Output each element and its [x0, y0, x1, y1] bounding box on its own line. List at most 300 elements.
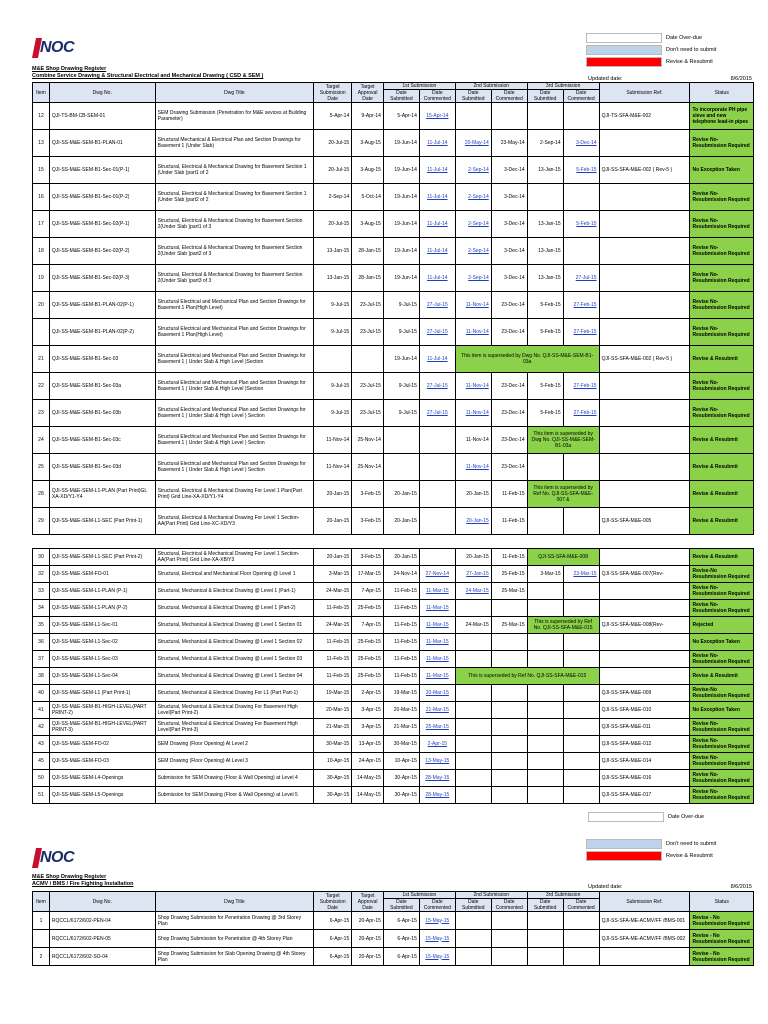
cell-target-approval: 14-May-15 — [352, 770, 384, 787]
legend-item — [586, 850, 716, 861]
cell-dwg-title: Structural, Electrical & Mechanical Drawing For Level 1 Section-AA(Part Print) Grid Line-XC-XD/Y3 — [155, 508, 314, 535]
cell-1st-commented — [419, 508, 455, 535]
cell-1st-commented: 2-Apr-15 — [419, 736, 455, 753]
cell-target-approval: 9-Apr-14 — [352, 103, 384, 130]
cell-3rd-commented — [563, 634, 599, 651]
table-row — [33, 400, 754, 427]
table-row — [33, 292, 754, 319]
cell-1st-submitted: 19-Jun-14 — [383, 265, 419, 292]
logo-text: NOC — [40, 39, 75, 56]
cell-dwg-no: QJI-SS-M&E-SEM-B1-Sec-03a — [49, 373, 155, 400]
cell-1st-commented: 11-Jul-14 — [419, 346, 455, 373]
cell-target-approval: 24-Apr-15 — [352, 753, 384, 770]
cell-3rd-commented — [563, 753, 599, 770]
cell-2nd-commented: 11-Feb-15 — [491, 481, 527, 508]
legend-label: Date Over-due — [668, 813, 705, 820]
cell-submission-ref — [599, 265, 690, 292]
cell-dwg-title: Structural, Mechanical & Electrical Drawing For Basement High Level(Part Print-3) — [155, 719, 314, 736]
cell-1st-submitted: 19-Jun-14 — [383, 184, 419, 211]
cell-3rd-commented — [563, 948, 599, 966]
cell-submission-ref — [599, 668, 690, 685]
cell-dwg-title: Structural, Mechanical & Electrical Drawing For L1 (Part Part-1) — [155, 685, 314, 702]
cell-submission-ref — [599, 583, 690, 600]
cell-target-approval: 7-Apr-15 — [352, 583, 384, 600]
cell-target-approval: 3-Apr-15 — [352, 702, 384, 719]
cell-target-submission: 9-Jul-15 — [314, 400, 352, 427]
cell-1st-submitted: 9-Jul-15 — [383, 319, 419, 346]
status-badge: Revise & Resubmit — [690, 346, 754, 373]
status-badge: Revise No-Resubmission Required — [690, 583, 754, 600]
cell-1st-commented — [419, 481, 455, 508]
cell-2nd-commented: 23-Dec-14 — [491, 427, 527, 454]
cell-3rd-submitted: 5-Feb-15 — [527, 292, 563, 319]
cell-2nd-commented — [491, 770, 527, 787]
cell-3rd-commented — [563, 736, 599, 753]
cell-target-submission: 11-Feb-15 — [314, 668, 352, 685]
cell-2nd-commented — [491, 634, 527, 651]
cell-2nd-commented — [491, 702, 527, 719]
status-badge: Revise No-Resubmission Required — [690, 319, 754, 346]
cell-target-submission: 11-Feb-15 — [314, 651, 352, 668]
cell-1st-commented: 27-Jul-15 — [419, 400, 455, 427]
cell-1st-commented: 11-Mar-15 — [419, 617, 455, 634]
cell-2nd-submitted: 2-Sep-14 — [455, 184, 491, 211]
cell-item: 42 — [33, 719, 50, 736]
cell-dwg-title: Structural, Mechanical & Electrical Drawing @ Level 1 (Part-2) — [155, 600, 314, 617]
cell-submission-ref — [599, 651, 690, 668]
col-header-date-submitted: Date Submitted — [527, 899, 563, 912]
col-header-2nd-submission: 2nd Submission — [455, 892, 527, 899]
status-badge: Revise No-Resubmission Required — [690, 651, 754, 668]
cell-1st-commented: 11-Mar-15 — [419, 583, 455, 600]
cell-2nd-submitted — [455, 719, 491, 736]
cell-dwg-no: QJI-SS-M&E-SEM-L5-Openings — [49, 787, 155, 804]
cell-dwg-title: Structural Mechanical & Electrical Plan and Section Drawings for Basement 1 (Under Slab) — [155, 130, 314, 157]
table-body — [33, 912, 754, 966]
cell-submission-ref: QJI-SS-SFA-M&E-007(Rev- — [599, 566, 690, 583]
table-row — [33, 668, 754, 685]
cell-dwg-title: Structural, Mechanical & Electrical Drawing @ Level 1 Section 03 — [155, 651, 314, 668]
cell-2nd-commented: 23-May-14 — [491, 130, 527, 157]
cell-target-approval: 25-Nov-14 — [352, 427, 384, 454]
cell-target-submission: 24-Mar-15 — [314, 617, 352, 634]
cell-1st-submitted: 20-Jan-15 — [383, 508, 419, 535]
cell-dwg-no: QJI-SS-M&E-SEM-B1-Sec-01(P-1) — [49, 157, 155, 184]
cell-1st-submitted: 30-Apr-15 — [383, 770, 419, 787]
cell-submission-ref — [599, 292, 690, 319]
cell-3rd-submitted: 5-Feb-15 — [527, 319, 563, 346]
cell-item: 13 — [33, 130, 50, 157]
cell-2nd-submitted — [455, 634, 491, 651]
cell-1st-commented: 11-Jul-14 — [419, 157, 455, 184]
supersede-note: This is superseded by Ref No. QJI-SS-SFA-M&E-015 — [527, 617, 599, 634]
cell-1st-commented: 20-Mar-15 — [419, 685, 455, 702]
cell-submission-ref — [599, 427, 690, 454]
cell-1st-submitted: 19-Jun-14 — [383, 211, 419, 238]
cell-2nd-submitted: 2-Sep-14 — [455, 157, 491, 184]
cell-3rd-commented — [563, 787, 599, 804]
cell-target-approval: 5-Oct-14 — [352, 184, 384, 211]
cell-3rd-commented: 5-Feb-15 — [563, 157, 599, 184]
cell-dwg-title: Structural, Electrical & Mechanical Drawing for Basement Section 1 (Under Slab )part1 of 2 — [155, 157, 314, 184]
status-badge: Revise & Resubmit — [690, 427, 754, 454]
cell-item: 18 — [33, 238, 50, 265]
cell-dwg-title: Structural Electrical and Mechanical Plan and Section Drawings for Basement 1 ( Under Slab & High Level )Section — [155, 346, 314, 373]
cell-2nd-submitted — [455, 787, 491, 804]
register-table-continued — [32, 548, 754, 804]
status-badge: Revise-No Resubmission Required — [690, 566, 754, 583]
register-sheet-continued — [32, 548, 754, 820]
cell-target-submission: 5-Apr-14 — [314, 103, 352, 130]
cell-1st-commented: 27-Jul-15 — [419, 373, 455, 400]
cell-1st-commented — [419, 454, 455, 481]
cell-target-submission: 20-Jan-15 — [314, 481, 352, 508]
cell-item: 24 — [33, 427, 50, 454]
cell-item: 21 — [33, 346, 50, 373]
legend-swatch — [586, 45, 662, 55]
cell-target-approval: 14-May-15 — [352, 787, 384, 804]
status-badge: Revise No-Resubmission Required — [690, 719, 754, 736]
cell-1st-commented — [419, 549, 455, 566]
cell-dwg-no: QJI-TS-BM-CB-SEM-01 — [49, 103, 155, 130]
cell-target-approval: 3-Feb-15 — [352, 549, 384, 566]
register-title: M&E Shop Drawing Register — [32, 66, 107, 72]
cell-target-submission: 30-Apr-15 — [314, 787, 352, 804]
cell-1st-commented: 11-Mar-15 — [419, 634, 455, 651]
cell-submission-ref — [599, 454, 690, 481]
cell-1st-submitted: 20-Jan-15 — [383, 549, 419, 566]
cell-target-submission: 13-Jan-15 — [314, 238, 352, 265]
status-badge: Rejected — [690, 617, 754, 634]
cell-dwg-no: QJI-SS-M&E-SEM-B1-PLAN-02(P-2) — [49, 319, 155, 346]
cell-1st-commented: 25-Mar-15 — [419, 719, 455, 736]
company-logo — [32, 38, 80, 60]
cell-3rd-submitted — [527, 753, 563, 770]
cell-item: 15 — [33, 157, 50, 184]
cell-dwg-title: Submission for SEM Drawing (Floor & Wall Opening) at Level 4 — [155, 770, 314, 787]
cell-3rd-submitted — [527, 600, 563, 617]
cell-dwg-title: Shop Drawing Submission for Penetration @ 4th Storey Plan — [155, 930, 314, 948]
cell-1st-submitted — [383, 427, 419, 454]
cell-1st-submitted: 5-Apr-14 — [383, 103, 419, 130]
status-badge: Revise No-Resubmission Required — [690, 184, 754, 211]
cell-2nd-submitted — [455, 685, 491, 702]
legend — [586, 838, 716, 862]
col-header-date-commented: Date Commented — [491, 899, 527, 912]
table-row — [33, 702, 754, 719]
status-badge: No Exception Taken — [690, 157, 754, 184]
logo-text: NOC — [40, 849, 75, 866]
cell-3rd-submitted — [527, 719, 563, 736]
cell-dwg-title: Structural Electrical and Mechanical Plan and Section Drawings for Basement 1 ( Under Slab & High Level ) Section — [155, 454, 314, 481]
cell-dwg-no: QJI-SS-M&E-SEM-L1-Sec-04 — [49, 668, 155, 685]
cell-2nd-commented: 11-Feb-15 — [491, 508, 527, 535]
cell-2nd-submitted: 27-Jan-15 — [455, 566, 491, 583]
cell-3rd-submitted — [527, 583, 563, 600]
cell-submission-ref — [599, 634, 690, 651]
supersede-note: This item is superseded by Dwg No. QJI-SS-M&E-SEM-B1-03a — [527, 427, 599, 454]
cell-1st-submitted: 11-Feb-15 — [383, 583, 419, 600]
cell-target-approval: 25-Feb-15 — [352, 634, 384, 651]
supersede-note: QJI-SS-SFA-M&E-008 — [527, 549, 599, 566]
table-row — [33, 948, 754, 966]
cell-2nd-commented: 23-Dec-14 — [491, 319, 527, 346]
cell-1st-commented: 11-Mar-15 — [419, 668, 455, 685]
legend-label: Revise & Resubmit — [666, 58, 713, 65]
cell-2nd-commented — [491, 912, 527, 930]
cell-item: 41 — [33, 702, 50, 719]
register-subtitle: ACMV / BMS / Fire Fighting Installation — [32, 881, 134, 887]
table-row — [33, 454, 754, 481]
col-header-dwg-no: Dwg No. — [49, 83, 155, 103]
cell-item: 2 — [33, 948, 50, 966]
cell-3rd-submitted — [527, 184, 563, 211]
cell-2nd-submitted: 2-Sep-14 — [455, 238, 491, 265]
cell-dwg-no: QJI-SS-M&E-SEM-B1-PLAN-01 — [49, 130, 155, 157]
cell-3rd-commented: 5-Feb-15 — [563, 211, 599, 238]
cell-2nd-submitted: 20-May-14 — [455, 130, 491, 157]
table-row — [33, 184, 754, 211]
cell-1st-submitted: 9-Jul-15 — [383, 373, 419, 400]
cell-target-submission: 11-Feb-15 — [314, 600, 352, 617]
status-badge: Revise No-Resubmission Required — [690, 770, 754, 787]
cell-3rd-commented — [563, 930, 599, 948]
table-row — [33, 130, 754, 157]
cell-1st-commented: 28-May-15 — [419, 787, 455, 804]
legend — [588, 811, 704, 823]
cell-submission-ref — [599, 948, 690, 966]
cell-item: 40 — [33, 685, 50, 702]
cell-1st-commented: 15-Apr-14 — [419, 103, 455, 130]
col-header-date-commented: Date Commented — [419, 899, 455, 912]
cell-submission-ref: QJI-SS-SFA-M&E-002 ( Rev-5 ) — [599, 157, 690, 184]
cell-item: 32 — [33, 566, 50, 583]
cell-2nd-commented: 3-Dec-14 — [491, 184, 527, 211]
cell-target-submission: 6-Apr-15 — [314, 948, 352, 966]
cell-3rd-commented: 27-Feb-15 — [563, 400, 599, 427]
cell-target-submission: 20-Jul-15 — [314, 211, 352, 238]
legend-swatch — [586, 851, 662, 861]
cell-dwg-no: QJI-SS-M&E-SEM-L1-PLAN (Part Print)GL XA-XD/Y1-Y4 — [49, 481, 155, 508]
table-row — [33, 346, 754, 373]
cell-dwg-title: Structural, Electrical & Mechanical Drawing For Level 1 Section-AA(Part Print) Grid Line-XA-XB/Y3 — [155, 549, 314, 566]
cell-1st-commented: 11-Jul-14 — [419, 184, 455, 211]
cell-3rd-submitted — [527, 948, 563, 966]
cell-dwg-title: Shop Drawing Submission for Penetration Drawing @ 3rd Storey Plan — [155, 912, 314, 930]
col-header-dwg-title: Dwg Title — [155, 892, 314, 912]
table-body — [33, 103, 754, 535]
table-row — [33, 508, 754, 535]
status-badge: To incorporate PH pipe sleve and new telephone lead-in pipes — [690, 103, 754, 130]
cell-3rd-submitted — [527, 702, 563, 719]
updated-label: Updated date: — [588, 76, 623, 82]
col-header-date-submitted: Date Submitted — [527, 90, 563, 103]
cell-item: 37 — [33, 651, 50, 668]
cell-submission-ref: QJI-SS-SFA-M&E-016 — [599, 770, 690, 787]
col-header-date-commented: Date Commented — [563, 90, 599, 103]
legend-swatch — [586, 57, 662, 67]
cell-submission-ref: QJI-SS-SFA-M&E-002 ( Rev-5 ) — [599, 346, 690, 373]
table-row — [33, 685, 754, 702]
cell-dwg-title: Structural, Electrical & Mechanical Drawing for Basement Section 2(Under Slab )part2 of 3 — [155, 238, 314, 265]
legend-swatch — [586, 33, 662, 43]
cell-2nd-submitted — [455, 930, 491, 948]
updated-value: 8/6/2015 — [730, 884, 752, 890]
cell-target-submission: 20-Jul-15 — [314, 157, 352, 184]
cell-dwg-no: QJI-SS-M&E-SEM-B1-Sec-02(P-2) — [49, 238, 155, 265]
status-badge: Revise & Resubmit — [690, 549, 754, 566]
cell-item: 29 — [33, 508, 50, 535]
cell-target-approval — [352, 346, 384, 373]
header-row — [33, 892, 754, 899]
cell-2nd-commented: 3-Dec-14 — [491, 265, 527, 292]
cell-dwg-title: SEM Drawing (Floor Opening) At Level 3 — [155, 753, 314, 770]
cell-3rd-submitted: 13-Jan-15 — [527, 157, 563, 184]
cell-dwg-no: QJI-SS-M&E-SEM-L1-Sec-01 — [49, 617, 155, 634]
table-row — [33, 787, 754, 804]
table-row — [33, 481, 754, 508]
cell-3rd-commented — [563, 685, 599, 702]
cell-3rd-commented — [563, 508, 599, 535]
cell-dwg-title: Structural Electrical and Mechanical Plan and Section Drawings for Basement 1 ( Under Slab & High Level ) Section — [155, 427, 314, 454]
cell-submission-ref: QJI-SS-SFA-M&E-009 — [599, 685, 690, 702]
cell-1st-commented: 11-Jul-14 — [419, 211, 455, 238]
cell-3rd-commented — [563, 600, 599, 617]
table-row — [33, 736, 754, 753]
legend-label: Don't need to submit — [666, 840, 717, 847]
col-header-1st-submission: 1st Submission — [383, 892, 455, 899]
cell-2nd-commented: 25-Mar-15 — [491, 583, 527, 600]
cell-dwg-title: Structural, Electrical & Mechanical Drawing for Basement Section 2(Under Slab )part1 of 3 — [155, 211, 314, 238]
cell-1st-submitted: 30-Apr-15 — [383, 787, 419, 804]
cell-2nd-submitted: 11-Nov-14 — [455, 400, 491, 427]
cell-submission-ref: QJI-SS-SFA-ME-ACMV/FF /BMS-001 — [599, 912, 690, 930]
updated-date — [588, 884, 754, 890]
col-header-date-submitted: Date Submitted — [455, 899, 491, 912]
cell-target-submission: 9-Jul-15 — [314, 373, 352, 400]
cell-1st-commented: 15-May-15 — [419, 948, 455, 966]
cell-2nd-submitted: 2-Sep-14 — [455, 265, 491, 292]
cell-2nd-commented: 25-Feb-15 — [491, 566, 527, 583]
cell-2nd-submitted: 20-Jan-15 — [455, 508, 491, 535]
cell-3rd-submitted — [527, 454, 563, 481]
cell-target-submission: 11-Nov-14 — [314, 454, 352, 481]
col-header-date-submitted: Date Submitted — [383, 899, 419, 912]
cell-submission-ref — [599, 319, 690, 346]
cell-2nd-commented — [491, 719, 527, 736]
cell-1st-commented: 11-Mar-15 — [419, 600, 455, 617]
cell-3rd-submitted: 13-Jan-15 — [527, 265, 563, 292]
cell-target-submission: 10-Apr-15 — [314, 753, 352, 770]
cell-1st-commented: 21-Mar-15 — [419, 702, 455, 719]
cell-1st-submitted: 11-Feb-15 — [383, 600, 419, 617]
cell-2nd-commented — [491, 948, 527, 966]
cell-2nd-submitted: 24-Mar-15 — [455, 617, 491, 634]
cell-1st-submitted: 21-Mar-15 — [383, 719, 419, 736]
cell-dwg-no: QJI-SS-M&E-SEM-L1-Sec-03 — [49, 651, 155, 668]
cell-dwg-no: QJI-SS-M&E-SEM-L1-SEC (Part Print-1) — [49, 508, 155, 535]
cell-target-approval: 7-Apr-15 — [352, 617, 384, 634]
cell-1st-submitted: 6-Apr-15 — [383, 912, 419, 930]
cell-2nd-commented: 23-Dec-14 — [491, 292, 527, 319]
cell-target-submission: 11-Nov-14 — [314, 427, 352, 454]
cell-dwg-no: QJI-SS-M&E-SEM-L1-SEC (Part Print-2) — [49, 549, 155, 566]
cell-target-submission — [314, 346, 352, 373]
status-badge: Revise No-Resubmission Required — [690, 400, 754, 427]
cell-1st-submitted: 11-Feb-15 — [383, 634, 419, 651]
cell-target-approval: 3-Aug-15 — [352, 157, 384, 184]
supersede-note: This item is superseded by Ref No. QJI-SS-SFA-M&E-007 & — [527, 481, 599, 508]
cell-item: 23 — [33, 400, 50, 427]
cell-submission-ref: QJI-SS-SFA-M&E-005 — [599, 508, 690, 535]
status-badge: Revise No-Resubmission Required — [690, 787, 754, 804]
cell-1st-commented: 11-Mar-15 — [419, 651, 455, 668]
cell-target-approval: 25-Nov-14 — [352, 454, 384, 481]
cell-3rd-submitted: 13-Jan-15 — [527, 238, 563, 265]
cell-dwg-title: Structural Electrical and Mechanical Plan and Section Drawings for Basement 1 ( Under Slab & High Level )Section — [155, 373, 314, 400]
table-row — [33, 265, 754, 292]
status-badge: Revise - No Resubmission Required — [690, 930, 754, 948]
cell-3rd-commented — [563, 454, 599, 481]
cell-item: 16 — [33, 184, 50, 211]
cell-dwg-title: Submission for SEM Drawing (Floor & Wall Opening) at Level 5 — [155, 787, 314, 804]
table-row — [33, 651, 754, 668]
cell-2nd-commented — [491, 930, 527, 948]
status-badge: Revise No-Resubmission Required — [690, 292, 754, 319]
cell-target-submission: 20-Jan-15 — [314, 549, 352, 566]
cell-target-approval: 28-Jan-15 — [352, 265, 384, 292]
cell-dwg-title: Structural, Mechanical & Electrical Drawing @ Level 1 Section 02 — [155, 634, 314, 651]
col-header-status: Status — [690, 83, 754, 103]
register-table-acmv — [32, 891, 754, 966]
legend-swatch — [586, 839, 662, 849]
cell-3rd-commented: 27-Jul-15 — [563, 265, 599, 292]
cell-3rd-commented — [563, 103, 599, 130]
cell-dwg-no: QJI-SS-M&E-SEM-B1-Sec-03d — [49, 454, 155, 481]
legend-item — [586, 56, 716, 67]
cell-1st-submitted: 6-Apr-15 — [383, 930, 419, 948]
cell-target-approval: 23-Jul-15 — [352, 400, 384, 427]
legend — [586, 32, 716, 68]
table-row — [33, 103, 754, 130]
cell-3rd-commented — [563, 702, 599, 719]
cell-item: 51 — [33, 787, 50, 804]
cell-2nd-commented — [491, 787, 527, 804]
cell-dwg-no: QJI-SS-M&E-SEM-FO-01 — [49, 566, 155, 583]
cell-target-submission: 30-Apr-15 — [314, 770, 352, 787]
status-badge: Revise No-Resubmission Required — [690, 211, 754, 238]
cell-2nd-commented — [491, 753, 527, 770]
cell-3rd-submitted — [527, 736, 563, 753]
col-header-target-submission: Target Submission Date — [314, 892, 352, 912]
cell-1st-submitted: 19-Jun-14 — [383, 238, 419, 265]
cell-dwg-no: QJI-SS-M&E-SEM-B1-Sec-03c — [49, 427, 155, 454]
cell-3rd-submitted — [527, 685, 563, 702]
status-badge: Revise No-Resubmission Required — [690, 130, 754, 157]
cell-target-submission: 9-Jul-15 — [314, 292, 352, 319]
cell-3rd-submitted — [527, 103, 563, 130]
updated-value: 8/6/2015 — [730, 76, 752, 82]
cell-1st-submitted: 11-Feb-15 — [383, 668, 419, 685]
cell-2nd-submitted — [455, 948, 491, 966]
cell-dwg-no: RQCCL/6172/602-PEN-05 — [49, 930, 155, 948]
cell-target-approval: 20-Apr-15 — [352, 948, 384, 966]
cell-dwg-no: QJI-SS-M&E-SEM-L1-Sec-02 — [49, 634, 155, 651]
cell-target-approval: 23-Jul-15 — [352, 292, 384, 319]
cell-2nd-submitted: 20-Jan-15 — [455, 481, 491, 508]
cell-target-submission: 9-Jul-15 — [314, 319, 352, 346]
cell-target-approval: 3-Feb-15 — [352, 481, 384, 508]
